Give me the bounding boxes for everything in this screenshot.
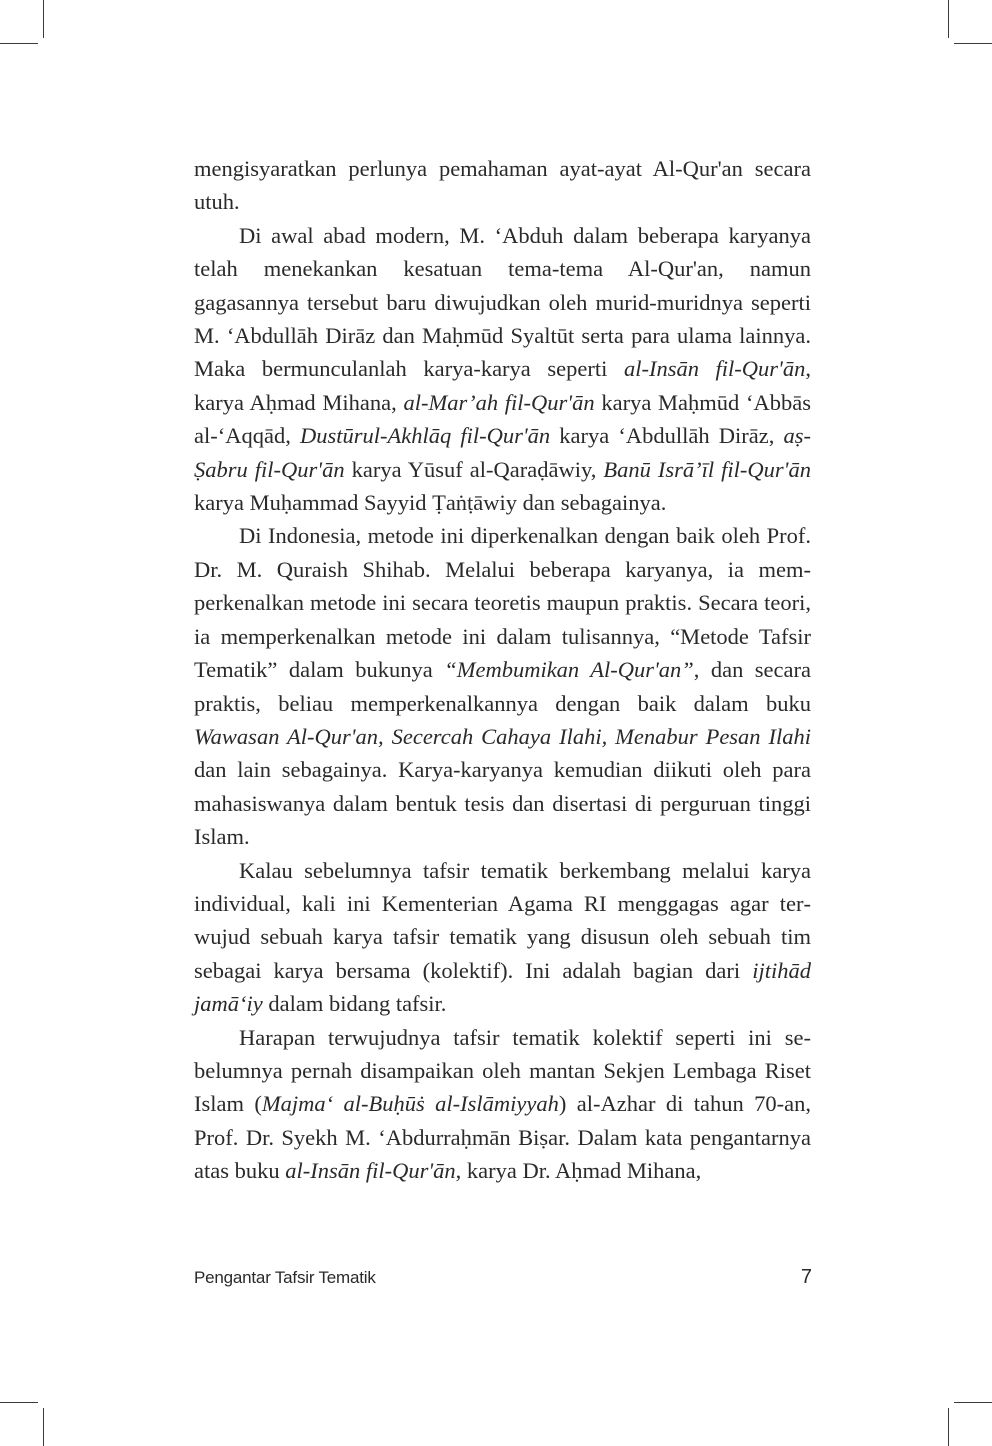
body-text bbox=[194, 152, 811, 1188]
text-run: karya ‘Abdullāh Dirāz, bbox=[550, 423, 784, 449]
text-run: ) al-Azhar di tahun 70-an, Prof. Dr. Syekh M. ‘Abdurraḥmān Biṣar. Dalam kata pengantarnya atas buku bbox=[194, 1091, 812, 1184]
paragraph bbox=[194, 854, 811, 1021]
text-run: Di awal abad modern, M. ‘Abduh dalam beberapa karyanya telah menekankan kesatuan tema-tema Al-Qur'an, namun gagasannya tersebut baru diwujudkan oleh murid-muridnya seperti M. ‘Abdullāh Dirāz dan Maḥmūd Syaltūt serta para ulama lainnya. Maka bermunculanlah karya-karya seperti bbox=[194, 222, 811, 382]
text-run: , karya Aḥmad Mihana, bbox=[194, 356, 811, 415]
text-run: , karya Dr. Aḥmad Mihana, bbox=[455, 1158, 702, 1184]
text-run: karya Yūsuf al-Qaraḍāwiy, bbox=[344, 456, 604, 482]
text-run: Di Indonesia, metode ini diperkenalkan dengan baik oleh Prof. Dr. M. Quraish Shihab. Melalui beberapa karyanya, ia memperkenalkan metode ini secara teoretis maupun praktis. Secara teori, ia memperkenalkan metode ini dalam tulisannya, “Metode Tafsir Tematik” dalam bukunya bbox=[194, 523, 811, 683]
italic-title: aṣ-Ṣabru fil-Qur'ān bbox=[194, 423, 811, 482]
crop-mark-top-right-horizontal bbox=[954, 43, 992, 44]
text-run: dan lain sebagainya. Karya-karyanya kemudian diikuti oleh para mahasiswanya dalam bentuk tesis dan disertasi di perguruan tinggi Islam. bbox=[194, 757, 811, 850]
text-run: , dan secara praktis, beliau memperkenalkannya dengan baik dalam buku bbox=[194, 657, 811, 716]
italic-title: Majma‘ al-Buḥūṡ al-Islāmiyyah bbox=[261, 1091, 559, 1117]
paragraph bbox=[194, 519, 811, 853]
text-run: karya Muḥammad Sayyid Ṭaṅṭāwiy dan sebagainya. bbox=[194, 490, 667, 516]
page-number: 7 bbox=[800, 1266, 812, 1288]
text-run: Harapan terwujudnya tafsir tematik kolektif seperti ini sebelumnya pernah disampaikan oleh mantan Sekjen Lembaga Riset Islam ( bbox=[194, 1024, 811, 1117]
italic-title: al-Insān fil-Qur'ān bbox=[623, 356, 806, 382]
text-run: Kalau sebelumnya tafsir tematik berkembang melalui karya individual, kali ini Kementerian Agama RI menggagas agar terwujud sebuah karya tafsir tematik yang disusun oleh sebuah tim sebagai karya bersama (kolektif). Ini adalah bagian dari bbox=[194, 857, 811, 983]
paragraph bbox=[194, 1021, 811, 1188]
crop-mark-bottom-left-horizontal bbox=[0, 1402, 38, 1403]
italic-title: ijtihād jamā‘iy bbox=[194, 957, 811, 1017]
crop-mark-bottom-left-vertical bbox=[43, 1408, 44, 1446]
crop-mark-bottom-right-horizontal bbox=[954, 1402, 992, 1403]
paragraph bbox=[194, 152, 811, 219]
italic-title: Banū Isrā’īl fil-Qur'ān bbox=[603, 456, 811, 482]
crop-mark-bottom-right-vertical bbox=[948, 1408, 949, 1446]
italic-title: al-Mar’ah fil-Qur'ān bbox=[403, 389, 595, 415]
crop-mark-top-left-horizontal bbox=[0, 43, 38, 44]
paragraph bbox=[194, 219, 811, 520]
crop-mark-top-left-vertical bbox=[43, 0, 44, 38]
italic-title: “Membumikan Al-Qur'an” bbox=[444, 657, 694, 683]
italic-title: Dustūrul-Akhlāq fil-Qur'ān bbox=[299, 423, 551, 449]
italic-title: Wawasan Al-Qur'an, Secercah Cahaya Ilahi, Menabur Pesan Ilahi bbox=[194, 723, 811, 749]
running-footer-title: Pengantar Tafsir Tematik bbox=[194, 1268, 376, 1287]
text-run: karya Maḥmūd ‘Abbās al-‘Aqqād, bbox=[194, 389, 811, 449]
crop-mark-top-right-vertical bbox=[948, 0, 949, 38]
italic-title: al-Insān fil-Qur'ān bbox=[285, 1158, 456, 1184]
text-run: dalam bidang tafsir. bbox=[262, 991, 447, 1017]
text-run: mengisyaratkan perlunya pemahaman ayat-ayat Al-Qur'an secara utuh. bbox=[194, 156, 811, 215]
